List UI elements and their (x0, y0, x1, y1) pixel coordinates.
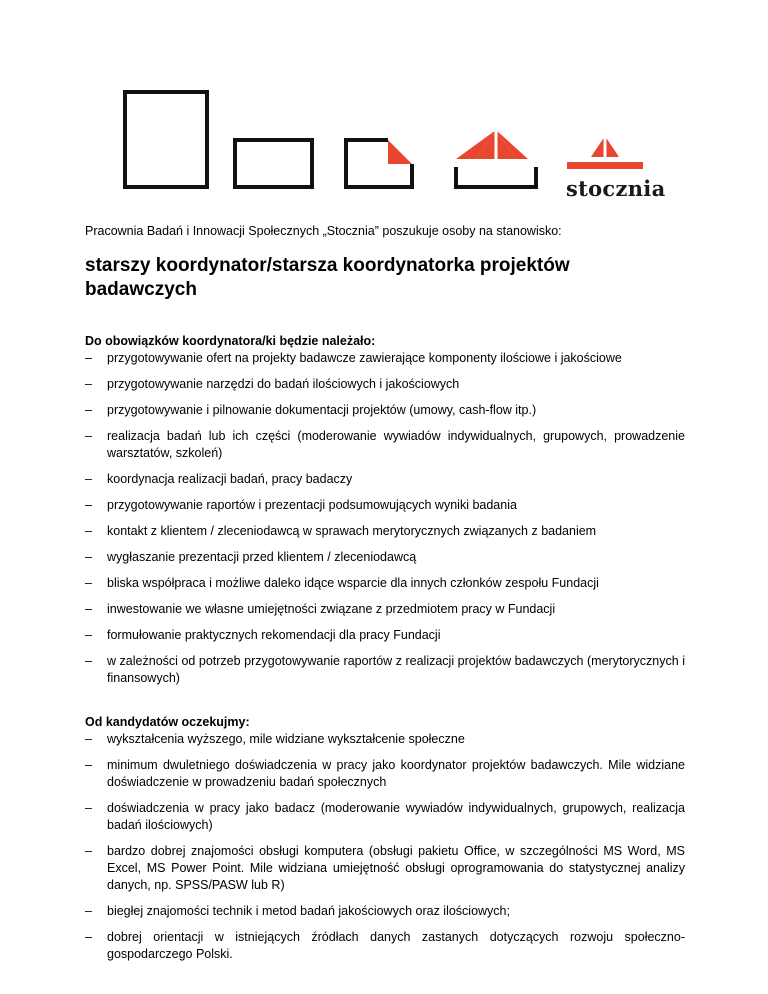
sheet-portrait-icon (125, 92, 207, 187)
list-item (85, 549, 685, 566)
list-item-text: wykształcenia wyższego, mile widziane wykształcenie społeczne (107, 732, 465, 746)
list-item-text: przygotowywanie narzędzi do badań ilościowych i jakościowych (107, 377, 460, 391)
dash-bullet: – (85, 429, 92, 443)
list-item-text: biegłej znajomości technik i metod badań jakościowych oraz ilościowych; (107, 904, 510, 918)
list-item-text: przygotowywanie i pilnowanie dokumentacji projektów (umowy, cash-flow itp.) (107, 403, 537, 417)
list-item (85, 497, 685, 514)
dash-bullet: – (85, 576, 92, 590)
sheet-folded-corner-icon (346, 140, 412, 187)
list-item-text: bliska współpraca i możliwe daleko idące wsparcie dla innych członków zespołu Fundacji (107, 576, 599, 590)
requirements-list (85, 731, 685, 963)
list-item (85, 601, 685, 618)
dash-bullet: – (85, 930, 92, 944)
list-item (85, 731, 685, 748)
list-item (85, 843, 685, 894)
intro-text: Pracownia Badań i Innowacji Społecznych „Stocznia” poszukuje osoby na stanowisko: (85, 224, 562, 238)
list-item (85, 757, 685, 791)
dash-bullet: – (85, 351, 92, 365)
boat-mark-icon (567, 136, 643, 169)
list-item-text: przygotowywanie raportów i prezentacji podsumowujących wyniki badania (107, 498, 517, 512)
list-item-text: realizacja badań lub ich części (moderowanie wywiadów indywidualnych, grupowych, prowadzenie warsztatów, szkoleń) (107, 429, 685, 460)
duties-heading: Do obowiązków koordynatora/ki będzie należało: (85, 334, 376, 348)
list-item-text: koordynacja realizacji badań, pracy badaczy (107, 472, 353, 486)
requirements-heading: Od kandydatów oczekujmy: (85, 715, 250, 729)
list-item (85, 376, 685, 393)
list-item-text: przygotowywanie ofert na projekty badawcze zawierające komponenty ilościowe i jakościowe (107, 351, 622, 365)
sheet-landscape-icon (235, 140, 312, 187)
dash-bullet: – (85, 602, 92, 616)
list-item-text: minimum dwuletniego doświadczenia w pracy jako koordynator projektów badawczych. Mile widziane doświadczenie w prowadzeniu badań społecznych (107, 758, 685, 789)
list-item (85, 428, 685, 462)
dash-bullet: – (85, 403, 92, 417)
dash-bullet: – (85, 654, 92, 668)
list-item-text: w zależności od potrzeb przygotowywanie raportów z realizacji projektów badawczych (merytorycznych i finansowych) (107, 654, 685, 685)
dash-bullet: – (85, 498, 92, 512)
dash-bullet: – (85, 758, 92, 772)
list-item (85, 471, 685, 488)
dash-bullet: – (85, 904, 92, 918)
logo-strip (0, 0, 768, 210)
job-title: starszy koordynator/starsza koordynatorka projektów badawczych (85, 255, 570, 300)
duties-list (85, 350, 685, 687)
list-item (85, 903, 685, 920)
dash-bullet: – (85, 377, 92, 391)
list-item (85, 350, 685, 367)
list-item (85, 575, 685, 592)
list-item-text: dobrej orientacji w istniejących źródłach danych zastanych dotyczących rozwoju społeczno-gospodarczego Polski. (107, 930, 685, 961)
list-item-text: inwestowanie we własne umiejętności związane z przedmiotem pracy w Fundacji (107, 602, 556, 616)
dash-bullet: – (85, 550, 92, 564)
list-item-text: bardzo dobrej znajomości obsługi komputera (obsługi pakietu Office, w szczególności MS Word, MS Excel, MS Power Point. Mile widziana umiejętność obsługi oprogramowania do statystycznej analizy danych, np. SPSS/PASW lub R) (107, 844, 685, 892)
dash-bullet: – (85, 801, 92, 815)
list-item-text: doświadczenia w pracy jako badacz (moderowanie wywiadów indywidualnych, grupowych, realizacja badań ilościowych) (107, 801, 685, 832)
list-item (85, 653, 685, 687)
list-item (85, 800, 685, 834)
list-item (85, 627, 685, 644)
list-item-text: wygłaszanie prezentacji przed klientem / zleceniodawcą (107, 550, 417, 564)
dash-bullet: – (85, 732, 92, 746)
list-item (85, 402, 685, 419)
folded-hat-icon (456, 130, 536, 187)
document-body (85, 222, 685, 972)
list-item-text: formułowanie praktycznych rekomendacji dla pracy Fundacji (107, 628, 441, 642)
dash-bullet: – (85, 472, 92, 486)
list-item-text: kontakt z klientem / zleceniodawcą w sprawach merytorycznych związanych z badaniem (107, 524, 597, 538)
list-item (85, 929, 685, 963)
dash-bullet: – (85, 524, 92, 538)
dash-bullet: – (85, 844, 92, 858)
brand-wordmark: stocznia (566, 176, 666, 201)
dash-bullet: – (85, 628, 92, 642)
list-item (85, 523, 685, 540)
